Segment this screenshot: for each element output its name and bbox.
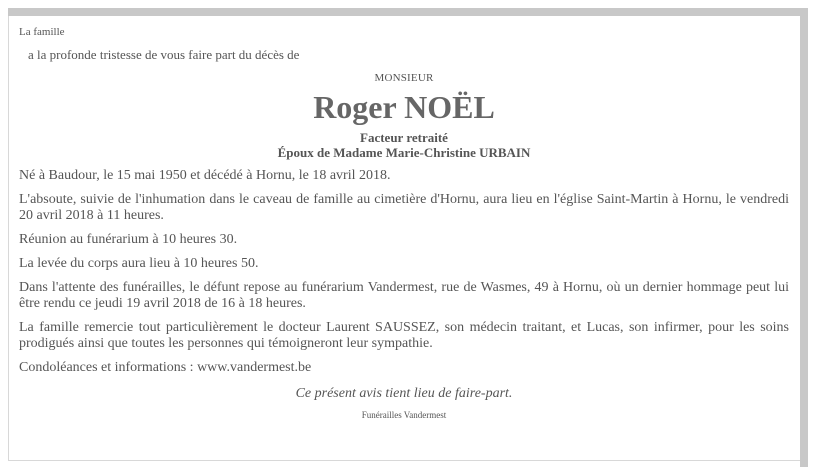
frame-border-top	[8, 8, 808, 16]
family-label: La famille	[19, 26, 65, 38]
ceremony-paragraph: L'absoute, suivie de l'inhumation dans le caveau de famille au cimetière d'Hornu, aura lieu en l'église Saint-Martin à Hornu, le vendredi 20 avril 2018 à 11 heures.	[19, 192, 789, 223]
announcement-note: Ce présent avis tient lieu de faire-part.	[295, 386, 513, 401]
gathering-paragraph: Réunion au funérarium à 10 heures 30.	[19, 232, 238, 247]
departure-paragraph: La levée du corps aura lieu à 10 heures 50.	[19, 256, 259, 271]
frame-border-bottom	[8, 460, 800, 461]
frame-border-left	[8, 16, 9, 461]
visitation-paragraph: Dans l'attente des funérailles, le défunt repose au funérarium Vandermest, rue de Wasmes, 49 à Hornu, où un dernier hommage peut lui être rendu ce jeudi 19 avril 2018 de 16 à 18 heures.	[19, 280, 789, 311]
funeral-home-signature: Funérailles Vandermest	[361, 410, 447, 420]
frame-border-right	[800, 8, 808, 467]
deceased-role: Facteur retraité	[360, 130, 448, 145]
honorific-title: MONSIEUR	[374, 72, 434, 84]
birth-death-paragraph: Né à Baudour, le 15 mai 1950 et décédé à Hornu, le 18 avril 2018.	[19, 168, 391, 183]
spouse-line: Époux de Madame Marie-Christine URBAIN	[277, 145, 531, 160]
condolences-paragraph: Condoléances et informations : www.vandermest.be	[19, 360, 312, 375]
deceased-name: Roger NOËL	[313, 89, 495, 125]
intro-text: a la profonde tristesse de vous faire part du décès de	[28, 47, 300, 62]
thanks-paragraph: La famille remercie tout particulièrement le docteur Laurent SAUSSEZ, son médecin traitant, et Lucas, son infirmer, pour les soins prodigués ainsi que toutes les personnes qui témoigneront leur sympathie.	[19, 320, 789, 351]
death-notice	[19, 22, 789, 421]
